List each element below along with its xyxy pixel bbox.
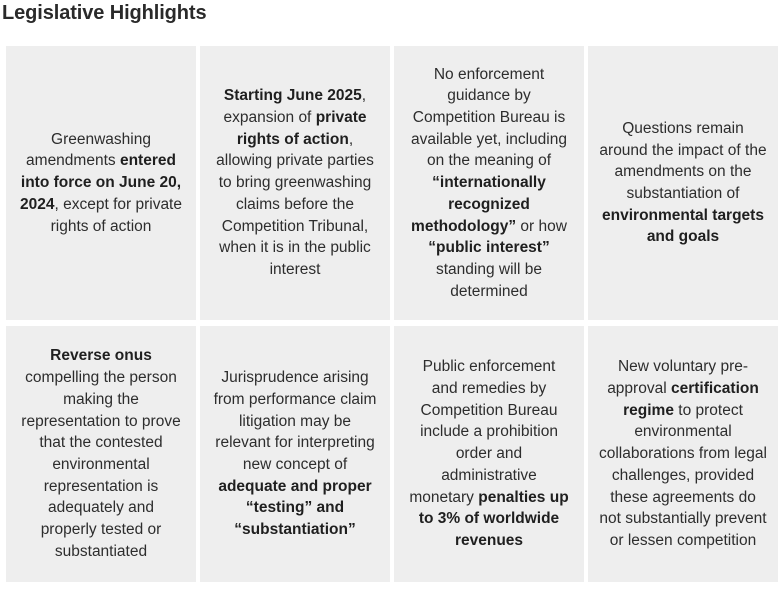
highlight-text-2 xyxy=(214,85,376,280)
text-run-bold: penalties up to 3% of worldwide revenues xyxy=(418,488,569,549)
text-run-bold: environmental targets and goals xyxy=(602,206,764,246)
text-run-bold: Reverse onus xyxy=(50,347,152,365)
text-run: New voluntary pre-approval xyxy=(607,358,749,398)
highlight-cell-6 xyxy=(200,326,390,582)
text-run: Greenwashing amendments xyxy=(26,130,151,170)
page-title: Legislative Highlights xyxy=(2,2,207,24)
highlight-cell-8 xyxy=(588,326,778,582)
text-run: standing will be determined xyxy=(436,260,542,300)
text-run: No enforcement guidance by Competition Bureau is available yet, including on the meaning of xyxy=(411,65,567,170)
highlight-cell-2 xyxy=(200,46,390,320)
text-run: to protect environmental collaborations from legal challenges, provided these agreements do not substantially prevent or lessen competition xyxy=(598,401,767,549)
highlight-text-1 xyxy=(16,129,186,238)
text-run-bold: “public interest” xyxy=(428,239,550,257)
text-run: or how xyxy=(516,217,567,235)
highlight-text-7 xyxy=(408,356,570,551)
highlight-text-5 xyxy=(20,345,182,562)
text-run: Public enforcement and remedies by Competition Bureau include a prohibition order and administrative monetary xyxy=(409,358,558,506)
highlights-grid xyxy=(6,46,778,582)
text-run-bold: adequate and proper “testing” and “substantiation” xyxy=(218,477,372,539)
text-run-bold: entered into force on June 20, 2024 xyxy=(20,152,182,213)
highlight-cell-5 xyxy=(6,326,196,582)
highlight-text-8 xyxy=(598,356,768,551)
text-run-bold: “internationally recognized methodology” xyxy=(411,174,546,235)
highlight-cell-1 xyxy=(6,46,196,320)
highlight-cell-4 xyxy=(588,46,778,320)
text-run: , expansion of xyxy=(223,87,367,127)
highlight-text-6 xyxy=(212,367,378,541)
text-run-bold: Starting June 2025 xyxy=(223,87,362,105)
text-run-bold: private rights of action xyxy=(236,109,367,148)
text-run: , except for private rights of action xyxy=(50,195,182,235)
text-run: , allowing private parties to bring greenwashing claims before the Competition Tribunal, when it is in the public interest xyxy=(216,130,374,278)
text-run-bold: certification regime xyxy=(623,380,759,419)
highlight-text-3 xyxy=(406,64,572,303)
text-run: compelling the person making the representation to prove that the contested environmental representation is adequately and properly tested or substantiated xyxy=(21,369,181,560)
text-run: Jurisprudence arising from performance claim litigation may be relevant for interpreting new concept of xyxy=(213,369,377,473)
highlight-text-4 xyxy=(598,118,768,248)
highlight-cell-7 xyxy=(394,326,584,582)
highlight-cell-3 xyxy=(394,46,584,320)
text-run: Questions remain around the impact of the amendments on the substantiation of xyxy=(599,119,767,202)
